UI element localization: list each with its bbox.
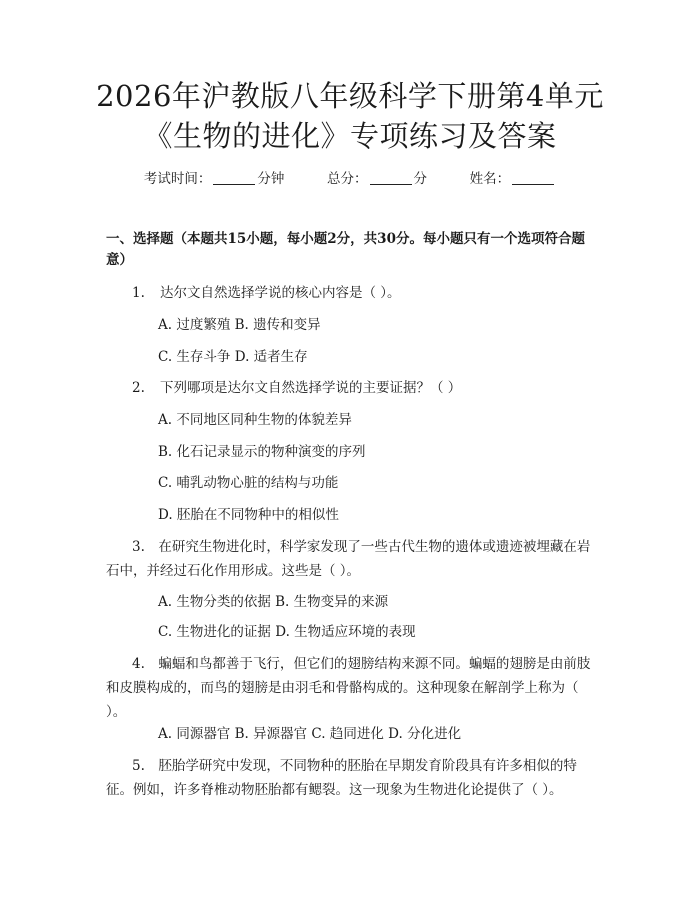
question-1-options-row-2: C. 生存斗争 D. 适者生存 (158, 349, 308, 365)
score-unit: 分 (413, 171, 427, 187)
question-2-option-a: A. 不同地区同种生物的体貌差异 (158, 412, 352, 428)
section-heading: 一、选择题（本题共15小题，每小题2分，共30分。每小题只有一个选项符合题意） (106, 231, 585, 268)
question-1-options-row-1: A. 过度繁殖 B. 遗传和变异 (158, 317, 321, 333)
question-3-options-row-1: A. 生物分类的依据 B. 生物变异的来源 (158, 594, 389, 610)
exam-info-line (0, 167, 700, 187)
question-4: 4. 蝙蝠和鸟都善于飞行，但它们的翅膀结构来源不同。蝙蝠的翅膀是由前肢和皮膜构成的，而鸟的翅膀是由羽毛和骨骼构成的。这种现象在解剖学上称为（ ）。 (106, 656, 591, 720)
time-label: 考试时间： (143, 171, 212, 187)
score-label: 总分： (327, 171, 368, 187)
question-4-options: A. 同源器官 B. 异源器官 C. 趋同进化 D. 分化进化 (158, 726, 462, 742)
question-text: 下列哪项是达尔文自然选择学说的主要证据？（ ） (160, 380, 462, 396)
question-3-options-row-2: C. 生物进化的证据 D. 生物适应环境的表现 (158, 624, 416, 640)
question-2-option-d: D. 胚胎在不同物种中的相似性 (158, 507, 339, 523)
time-blank (213, 170, 255, 185)
question-text: 达尔文自然选择学说的核心内容是（ ）。 (160, 285, 401, 301)
question-number: 1. (132, 285, 145, 301)
question-3: 3. 在研究生物进化时，科学家发现了一些古代生物的遗体或遗迹被埋藏在岩石中，并经过石化作用形成。这些是（ ）。 (106, 539, 591, 579)
question-number: 2. (132, 380, 145, 396)
question-1 (132, 281, 401, 305)
name-blank (512, 170, 554, 185)
name-label: 姓名： (469, 171, 511, 187)
question-2 (132, 376, 461, 400)
time-unit: 分钟 (257, 171, 285, 187)
document-title: 2026年沪教版八年级科学下册第4单元《生物的进化》专项练习及答案 (96, 79, 604, 153)
question-2-option-c: C. 哺乳动物心脏的结构与功能 (158, 475, 339, 491)
question-2-option-b: B. 化石记录显示的物种演变的序列 (158, 444, 366, 460)
question-5: 5. 胚胎学研究中发现，不同物种的胚胎在早期发育阶段具有许多相似的特征。例如，许多脊椎动物胚胎都有鳃裂。这一现象为生物进化论提供了（ ）。 (106, 758, 577, 798)
score-blank (370, 170, 412, 185)
